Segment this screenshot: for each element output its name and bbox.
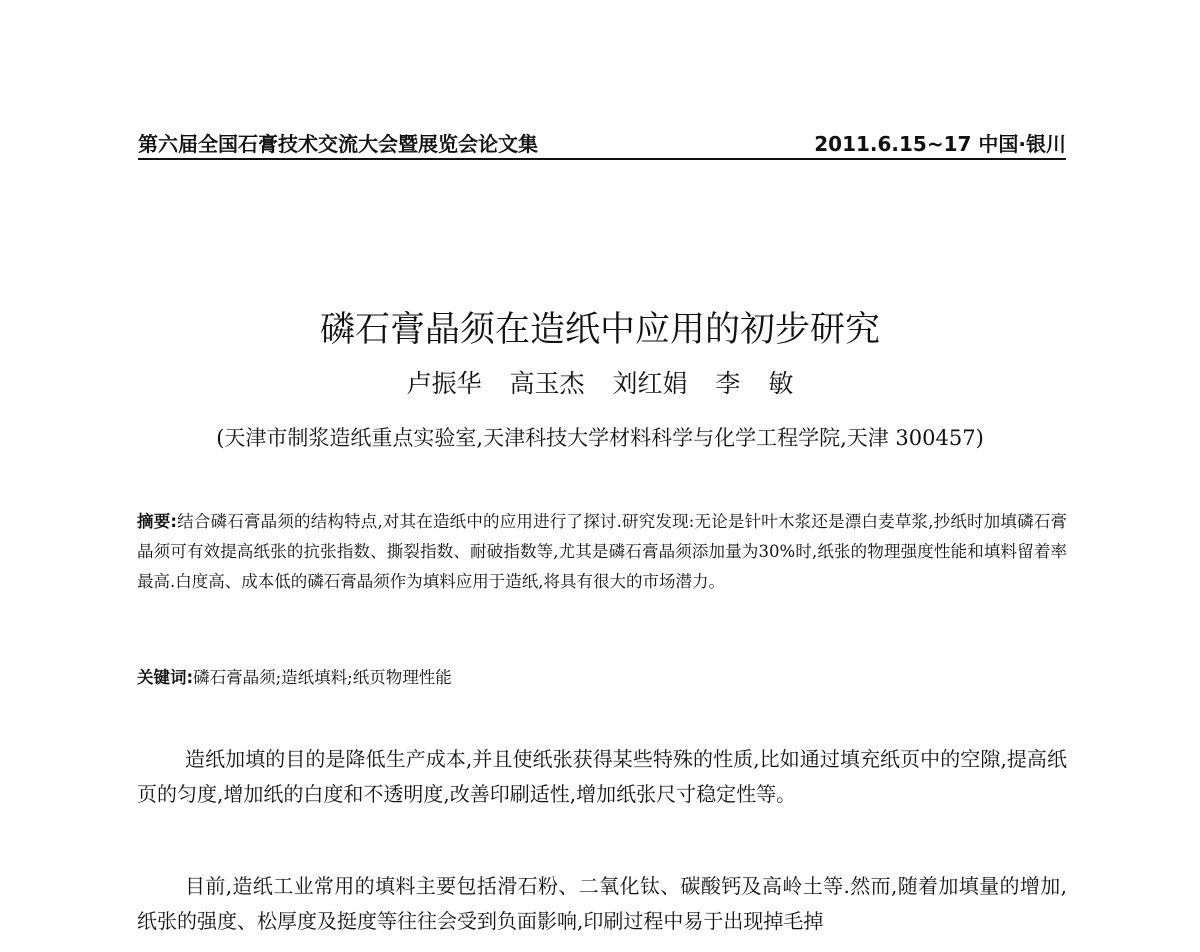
proceedings-name: 第六届全国石膏技术交流大会暨展览会论文集 xyxy=(138,132,538,156)
abstract-label: 摘要: xyxy=(137,512,177,531)
paper-title: 磷石膏晶须在造纸中应用的初步研究 xyxy=(319,310,880,350)
conference-date-location: 2011.6.15~17 中国·银川 xyxy=(814,132,1066,156)
abstract xyxy=(137,507,1067,597)
header-rule xyxy=(138,158,1066,160)
body-paragraph-2: 目前,造纸工业常用的填料主要包括滑石粉、二氧化钛、碳酸钙及高岭土等.然而,随着加填量的增加,纸张的强度、松厚度及挺度等往往会受到负面影响,印刷过程中易于出现掉毛掉 xyxy=(137,874,1067,933)
body-paragraph-1: 造纸加填的目的是降低生产成本,并且使纸张获得某些特殊的性质,比如通过填充纸页中的空隙,提高纸页的匀度,增加纸的白度和不透明度,改善印刷适性,增加纸张尺寸稳定性等。 xyxy=(137,747,1067,806)
keywords-text: 磷石膏晶须;造纸填料;纸页物理性能 xyxy=(193,668,452,687)
author-list: 卢振华 高玉杰 刘红娟 李 敏 xyxy=(406,369,794,398)
keywords xyxy=(137,665,1067,691)
keywords-label: 关键词: xyxy=(137,668,194,687)
running-header xyxy=(138,126,1066,160)
affiliation: (天津市制浆造纸重点实验室,天津科技大学材料科学与化学工程学院,天津 300457) xyxy=(216,426,984,450)
abstract-text: 结合磷石膏晶须的结构特点,对其在造纸中的应用进行了探讨.研究发现:无论是针叶木浆还是漂白麦草浆,抄纸时加填磷石膏晶须可有效提高纸张的抗张指数、撕裂指数、耐破指数等,尤其是磷石膏晶须添加量为30%时,纸张的物理强度性能和填料留着率最高.白度高、成本低的磷石膏晶须作为填料应用于造纸,将具有很大的市场潜力。 xyxy=(137,512,1067,591)
